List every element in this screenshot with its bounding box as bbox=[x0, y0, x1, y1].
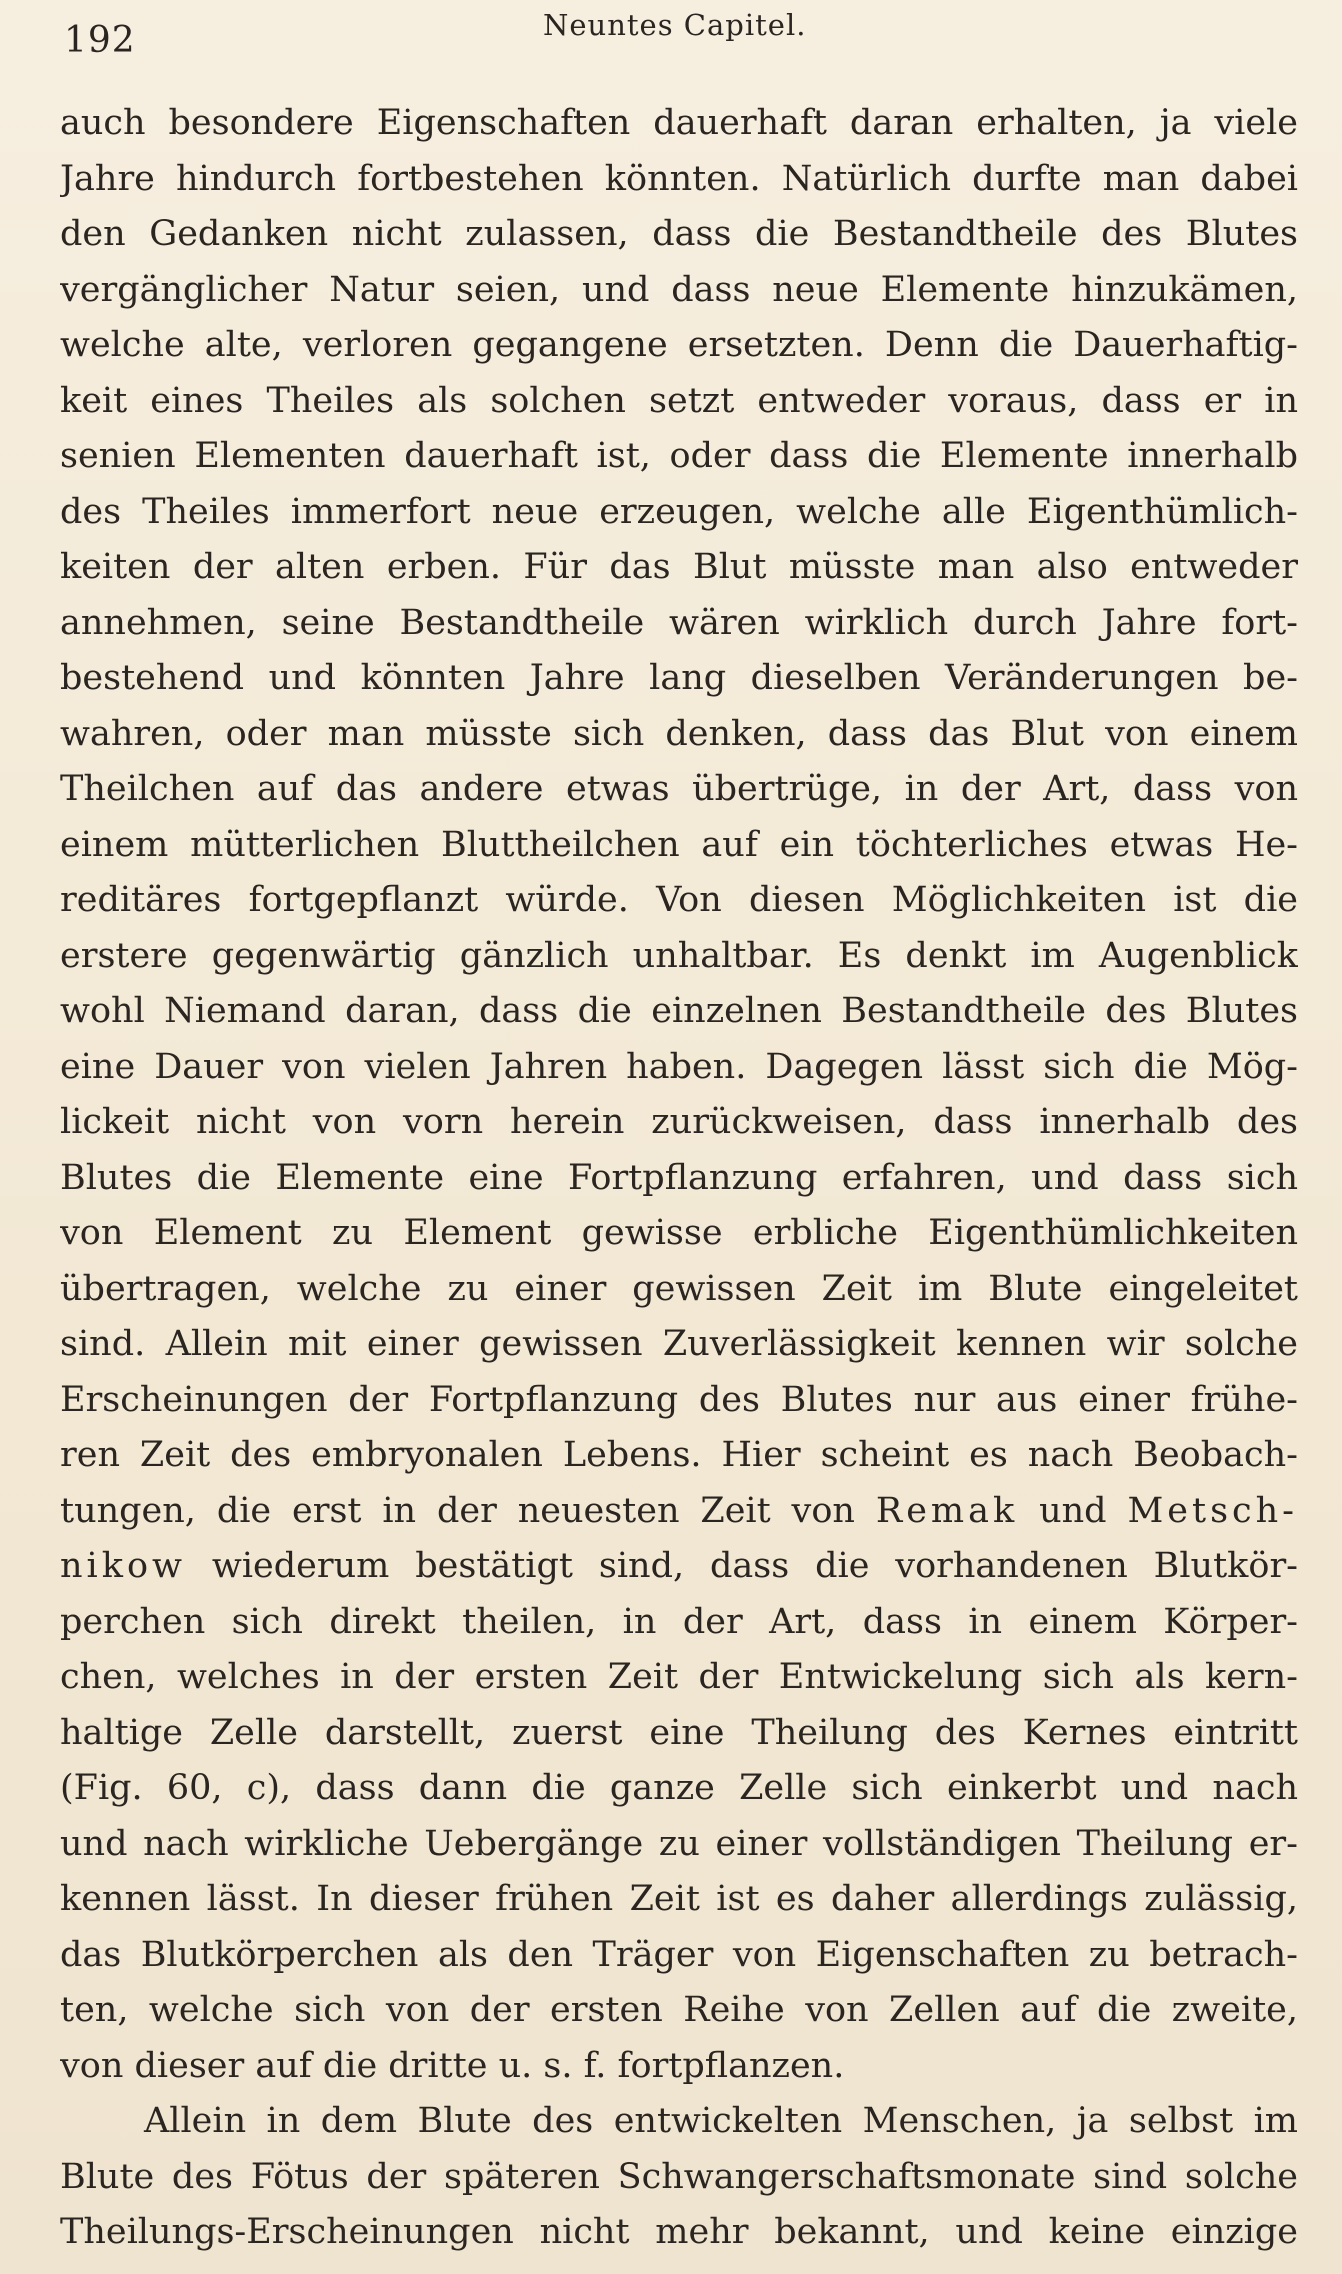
text-line: haltige Zelle darstellt, zuerst eine Theilung des Kernes eintritt bbox=[60, 1712, 1298, 1753]
text-line: vergänglicher Natur seien, und dass neue Elemente hinzukämen, bbox=[60, 269, 1298, 310]
text-line: Erscheinungen der Fortpflanzung des Blutes nur aus einer frühe- bbox=[60, 1379, 1298, 1420]
paragraph bbox=[60, 2094, 1298, 2261]
text-line: keit eines Theiles als solchen setzt entweder voraus, dass er in bbox=[60, 380, 1298, 421]
text-line bbox=[60, 1539, 1298, 1595]
text-line bbox=[60, 1484, 1298, 1540]
page-number: 192 bbox=[64, 20, 136, 61]
text-line: Blute des Fötus der späteren Schwangerschaftsmonate sind solche bbox=[60, 2156, 1298, 2197]
text-line: eine Dauer von vielen Jahren haben. Dagegen lässt sich die Mög- bbox=[60, 1046, 1298, 1087]
text-line: das Blutkörperchen als den Träger von Eigenschaften zu betrach- bbox=[60, 1934, 1298, 1975]
text-line: lickeit nicht von vorn herein zurückweisen, dass innerhalb des bbox=[60, 1102, 1298, 1142]
text-line: annehmen, seine Bestandtheile wären wirklich durch Jahre fort- bbox=[60, 602, 1298, 643]
text-fragment: und bbox=[1018, 1490, 1128, 1531]
text-line: (Fig. 60, c), dass dann die ganze Zelle sich einkerbt und nach bbox=[60, 1768, 1298, 1808]
text-line: erstere gegenwärtig gänzlich unhaltbar. Es denkt im Augenblick bbox=[60, 935, 1298, 976]
text-line: auch besondere Eigenschaften dauerhaft daran erhalten, ja viele bbox=[60, 103, 1298, 143]
author-name-metschnikow: Metsch- bbox=[1127, 1490, 1298, 1531]
text-line: perchen sich direkt theilen, in der Art, dass in einem Körper- bbox=[60, 1601, 1298, 1642]
text-line: Theilchen auf das andere etwas übertrüge, in der Art, dass von bbox=[60, 769, 1298, 809]
running-head: Neuntes Capitel. bbox=[543, 8, 807, 42]
text-line: reditäres fortgepflanzt würde. Von diesen Möglichkeiten ist die bbox=[60, 880, 1298, 920]
text-line: den Gedanken nicht zulassen, dass die Bestandtheile des Blutes bbox=[60, 214, 1298, 254]
author-name-remak: Remak bbox=[875, 1490, 1019, 1531]
text-line: Blutes die Elemente eine Fortpflanzung erfahren, und dass sich bbox=[60, 1157, 1298, 1198]
author-name-metschnikow: nikow bbox=[60, 1546, 186, 1586]
paragraph bbox=[60, 96, 1298, 2094]
text-line: des Theiles immerfort neue erzeugen, welche alle Eigenthümlich- bbox=[60, 491, 1298, 532]
body-text bbox=[60, 96, 1298, 2261]
text-line: wohl Niemand daran, dass die einzelnen Bestandtheile des Blutes bbox=[60, 991, 1298, 1031]
text-line: wahren, oder man müsste sich denken, dass das Blut von einem bbox=[60, 713, 1298, 754]
text-line: von Element zu Element gewisse erbliche Eigenthümlichkeiten bbox=[60, 1213, 1298, 1253]
text-line: Allein in dem Blute des entwickelten Menschen, ja selbst im bbox=[144, 2101, 1298, 2141]
text-line: kennen lässt. In dieser frühen Zeit ist es daher allerdings zulässig, bbox=[60, 1879, 1298, 1919]
text-fragment: wiederum bestätigt sind, dass die vorhandenen Blutkör- bbox=[185, 1546, 1298, 1586]
text-line: und nach wirkliche Uebergänge zu einer vollständigen Theilung er- bbox=[60, 1823, 1298, 1864]
text-line: Theilungs-Erscheinungen nicht mehr bekannt, und keine einzige bbox=[60, 2212, 1298, 2252]
text-line: Jahre hindurch fortbestehen könnten. Natürlich durfte man dabei bbox=[60, 158, 1298, 199]
text-line: keiten der alten erben. Für das Blut müsste man also entweder bbox=[60, 547, 1298, 587]
text-line: bestehend und könnten Jahre lang dieselben Veränderungen be- bbox=[60, 658, 1298, 698]
text-fragment: tungen, die erst in der neuesten Zeit von bbox=[60, 1490, 876, 1531]
text-line: welche alte, verloren gegangene ersetzten. Denn die Dauerhaftig- bbox=[60, 325, 1298, 365]
text-line: von dieser auf die dritte u. s. f. fortpflanzen. bbox=[60, 2045, 845, 2086]
text-line: einem mütterlichen Bluttheilchen auf ein töchterliches etwas He- bbox=[60, 824, 1298, 865]
text-line: chen, welches in der ersten Zeit der Entwickelung sich als kern- bbox=[60, 1657, 1298, 1697]
text-line: übertragen, welche zu einer gewissen Zeit im Blute eingeleitet bbox=[60, 1268, 1298, 1309]
text-line: ren Zeit des embryonalen Lebens. Hier scheint es nach Beobach- bbox=[60, 1435, 1298, 1475]
text-line: senien Elementen dauerhaft ist, oder dass die Elemente innerhalb bbox=[60, 436, 1298, 476]
text-line: ten, welche sich von der ersten Reihe von Zellen auf die zweite, bbox=[60, 1990, 1298, 2030]
text-line: sind. Allein mit einer gewissen Zuverlässigkeit kennen wir solche bbox=[60, 1324, 1298, 1364]
